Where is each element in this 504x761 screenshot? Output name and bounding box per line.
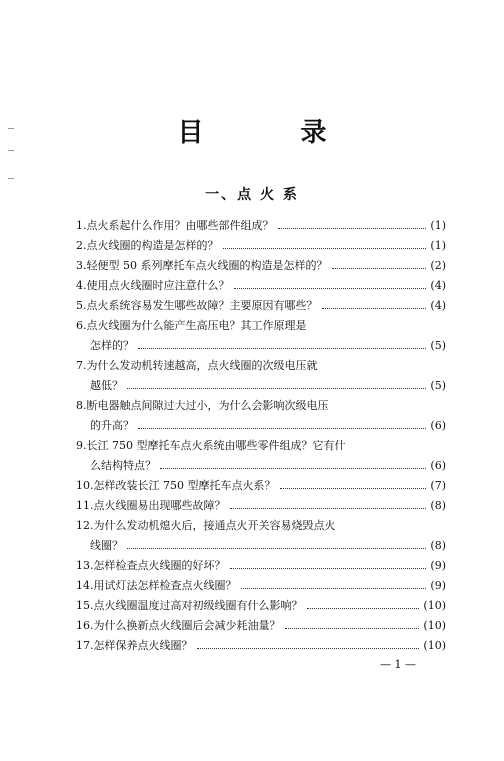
dot-leader [138, 416, 426, 429]
entry-page: (2) [430, 259, 446, 272]
entry-page: (5) [430, 339, 446, 352]
toc-entry[interactable] [76, 496, 446, 516]
entry-number: 13. [76, 559, 94, 572]
toc-entry[interactable] [76, 436, 446, 476]
entry-text: 用试灯法怎样检查点火线圈？ [93, 579, 237, 592]
entry-text: 点火线圈温度过高对初级线圈有什么影响？ [93, 599, 303, 612]
entry-text: 点火系统容易发生哪些故障？主要原因有哪些？ [86, 299, 318, 312]
entry-page: (5) [430, 379, 446, 392]
entry-text: 断电器触点间隙过大过小，为什么会影响次级电压 [86, 399, 329, 412]
entry-text: 怎样改装长江 750 型摩托车点火系？ [93, 479, 276, 492]
entry-number: 9. [76, 439, 87, 452]
entry-text: 轻便型 50 系列摩托车点火线圈的构造是怎样的？ [86, 259, 328, 272]
dot-leader [285, 616, 420, 629]
toc-entry[interactable] [76, 396, 446, 436]
entry-number: 3. [76, 259, 87, 272]
dot-leader [223, 236, 427, 249]
dot-leader [280, 476, 427, 489]
entry-page: (6) [430, 459, 446, 472]
entry-number: 1. [76, 219, 87, 232]
dot-leader [230, 496, 427, 509]
entry-number: 17. [76, 639, 94, 652]
entry-text: 点火线圈为什么能产生高压电？其工作原理是 [86, 319, 307, 332]
entry-text: 点火线圈的构造是怎样的？ [86, 239, 219, 252]
entry-text: 长江 750 型摩托车点火系统由哪些零件组成？它有什 [86, 439, 346, 452]
toc-entry[interactable] [76, 636, 446, 656]
entry-number: 7. [76, 359, 87, 372]
entry-number: 12. [76, 519, 94, 532]
dot-leader [332, 256, 427, 269]
dot-leader [127, 536, 426, 549]
entry-text: 怎样保养点火线圈？ [93, 639, 193, 652]
entry-page: (1) [430, 239, 446, 252]
toc-entry[interactable] [76, 556, 446, 576]
entry-text-continued: 越低？ [90, 379, 123, 392]
entry-number: 2. [76, 239, 87, 252]
entry-number: 11. [76, 499, 94, 512]
dot-leader [127, 376, 426, 389]
toc-entry[interactable] [76, 616, 446, 636]
toc-entry[interactable] [76, 356, 446, 396]
dot-leader [241, 576, 427, 589]
entry-number: 14. [76, 579, 94, 592]
entry-number: 5. [76, 299, 87, 312]
toc-entry[interactable] [76, 476, 446, 496]
dot-leader [307, 596, 420, 609]
entry-page: (10) [423, 639, 446, 652]
entry-text: 为什么换新点火线圈后会减少耗油量？ [93, 619, 281, 632]
entry-text: 点火线圈易出现哪些故障？ [93, 499, 226, 512]
scan-mark [8, 150, 14, 151]
entry-text-continued: 的升高？ [90, 419, 134, 432]
dot-leader [322, 296, 427, 309]
toc-entry[interactable] [76, 516, 446, 556]
entry-page: (8) [430, 539, 446, 552]
entry-number: 6. [76, 319, 87, 332]
page-number: — 1 — [380, 658, 416, 671]
toc-entry[interactable] [76, 296, 446, 316]
entry-text-continued: 么结构特点？ [90, 459, 156, 472]
entry-page: (1) [430, 219, 446, 232]
entry-text: 使用点火线圈时应注意什么？ [86, 279, 230, 292]
entry-page: (6) [430, 419, 446, 432]
entry-text-continued: 线圈？ [90, 539, 123, 552]
dot-leader [197, 636, 420, 649]
section-title: 一、点 火 系 [205, 187, 299, 203]
entry-page: (8) [430, 499, 446, 512]
toc-entry[interactable] [76, 596, 446, 616]
entry-text: 点火系起什么作用？由哪些部件组成？ [86, 219, 274, 232]
page-title: 目 录 [177, 118, 371, 148]
entry-text-continued: 怎样的？ [90, 339, 134, 352]
dot-leader [138, 336, 426, 349]
dot-leader [278, 216, 427, 229]
toc-entry[interactable] [76, 316, 446, 356]
entry-page: (10) [423, 599, 446, 612]
toc-entry[interactable] [76, 276, 446, 296]
scan-mark [8, 178, 14, 179]
entry-number: 16. [76, 619, 94, 632]
toc-entry[interactable] [76, 576, 446, 596]
dot-leader [160, 456, 426, 469]
toc-entry[interactable] [76, 216, 446, 236]
table-of-contents [0, 208, 504, 668]
toc-entry[interactable] [76, 256, 446, 276]
entry-text: 为什么发动机熄火后，接通点火开关容易烧毁点火 [93, 519, 336, 532]
entry-number: 4. [76, 279, 87, 292]
entry-page: (9) [430, 559, 446, 572]
entry-page: (10) [423, 619, 446, 632]
dot-leader [230, 556, 427, 569]
entry-text: 怎样检查点火线圈的好坏？ [93, 559, 226, 572]
entry-number: 15. [76, 599, 94, 612]
toc-entry[interactable] [76, 236, 446, 256]
entry-page: (7) [430, 479, 446, 492]
dot-leader [234, 276, 427, 289]
entry-page: (4) [430, 299, 446, 312]
entry-number: 10. [76, 479, 94, 492]
entry-number: 8. [76, 399, 87, 412]
entry-page: (9) [430, 579, 446, 592]
entry-page: (4) [430, 279, 446, 292]
entry-text: 为什么发动机转速越高，点火线圈的次级电压就 [86, 359, 318, 372]
